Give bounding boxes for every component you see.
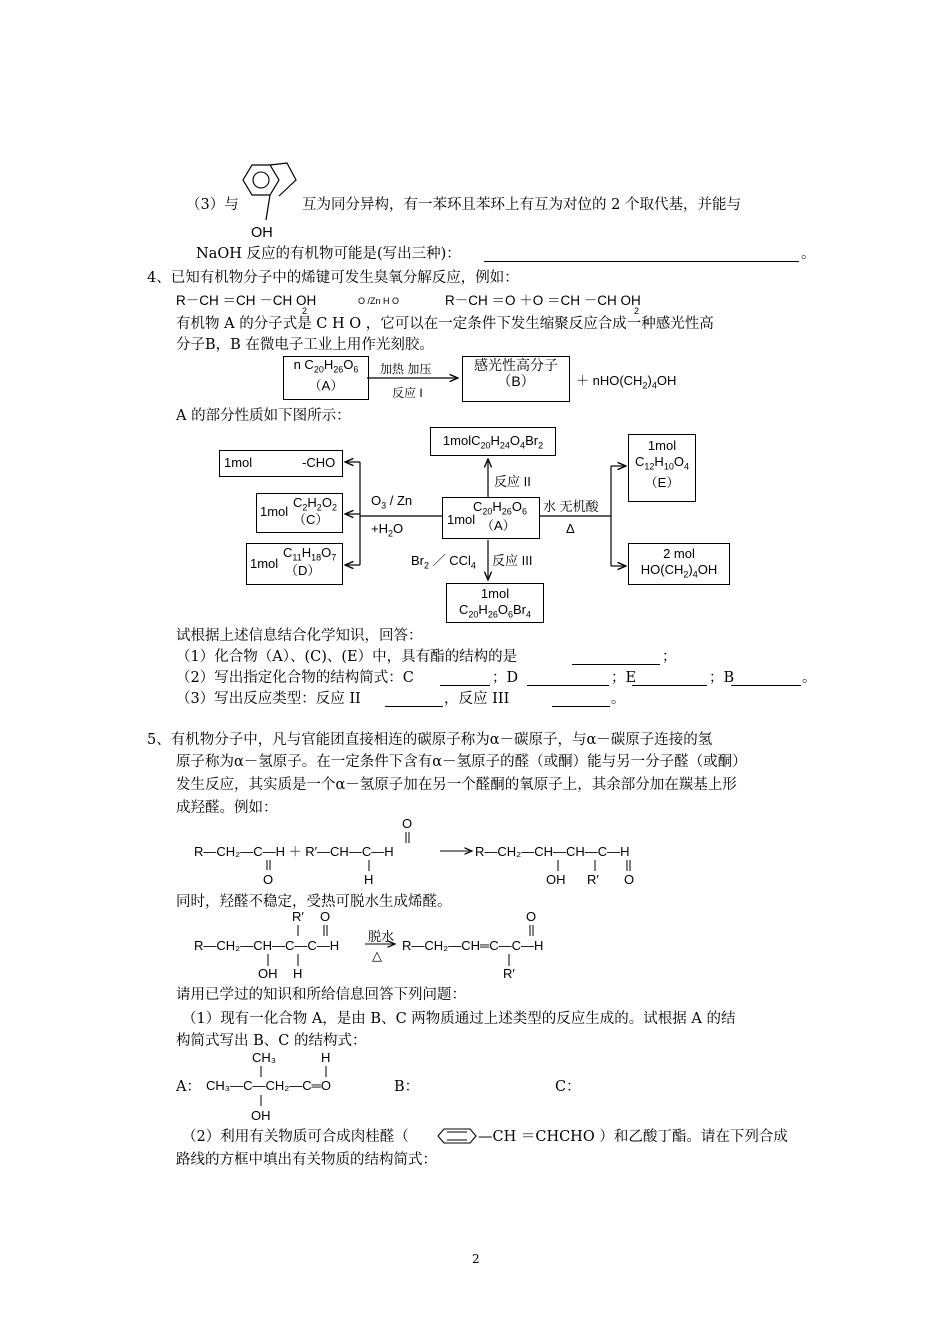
svg-text:OH: OH [258, 966, 278, 981]
svg-text:R—CH₂—CH═C—C—H: R—CH₂—CH═C—C—H [402, 938, 544, 953]
q3-text1: 互为同分异构，有一苯环且苯环上有互为对位的 2 个取代基，并能与 [302, 197, 741, 213]
svg-text:O: O [263, 872, 274, 887]
q4-a2-e: ；E [611, 670, 637, 686]
aldehyde-mol: 1mol [224, 455, 253, 470]
q4-reaction-cond: O /Zn H O [358, 296, 400, 306]
bromo-product-box [446, 583, 544, 623]
page-number: 2 [472, 1252, 480, 1266]
svg-text:H: H [293, 966, 303, 981]
polymer-b-label: （B） [497, 373, 535, 389]
q5-p4: 成羟醛。例如： [176, 800, 278, 816]
q4-reaction-right: R－CH ＝O ＋O ＝CH －CH OH [445, 293, 641, 308]
compound-d-mol: 1mol [250, 556, 279, 571]
q3-label: （3）与 [186, 197, 239, 213]
scheme1-arrow-top: 加热 加压 [380, 362, 432, 376]
q3-end: 。 [801, 246, 816, 262]
aldehyde-product-box [219, 450, 343, 477]
bromo-mol: 1mol [480, 586, 510, 601]
svg-text:R′: R′ [503, 966, 515, 981]
q4-a1-end: ； [662, 649, 677, 665]
svg-text:O: O [320, 909, 331, 924]
compound-e-mol: 1mol [647, 438, 677, 453]
arrow-down-left-label: $Br_2$ ／ CCl$_4$ [411, 553, 476, 571]
svg-text:R′: R′ [587, 872, 599, 887]
q5-ask: 请用已学过的知识和所给信息回答下列问题： [176, 987, 466, 1003]
compound-e-box [628, 434, 696, 502]
svg-text:CH₃—C—CH₂—C═O: CH₃—C—CH₂—C═O [206, 1078, 331, 1093]
q4-a3: （3）写出反应类型：反应 II [176, 691, 361, 707]
q4-a2-d-blank[interactable] [527, 671, 609, 686]
svg-text:脱水: 脱水 [368, 929, 395, 944]
center-a-formula: $C_{20}H_{26}O_6$ [473, 499, 527, 517]
q3-oh: OH [251, 225, 273, 241]
center-compound-a-box [442, 497, 540, 539]
q5-mid: 同时，羟醛不稳定，受热可脱水生成烯醛。 [176, 894, 452, 910]
compound-a-box [283, 356, 369, 400]
diol-product-box [628, 543, 730, 585]
svg-text:R′: R′ [292, 909, 304, 924]
arrow-left-top-label: $O_3$ / Zn [371, 493, 413, 511]
compound-d-box [246, 543, 343, 585]
top-product-box: $1molC_{20}H_{24}O_4Br_2$ [430, 427, 556, 456]
polymer-b-box [462, 356, 570, 402]
center-a-label: （A） [481, 518, 516, 533]
svg-text:OH: OH [251, 1108, 271, 1123]
q4-a1-blank[interactable] [572, 650, 660, 665]
q4-reaction-left: R－CH ＝CH －CH OH [176, 293, 317, 308]
q5-s1b: 构简式写出 B、C 的结构式： [176, 1033, 367, 1049]
svg-text:H: H [364, 872, 374, 887]
compound-c-label: （C） [293, 512, 329, 527]
svg-text:H: H [321, 1050, 331, 1065]
compound-a-formula: n $C_{20}H_{26}O_6$ [293, 357, 359, 375]
svg-text:O: O [526, 909, 537, 924]
q4-a2-b-blank[interactable] [731, 671, 801, 686]
bromo-formula: $C_{20}H_{26}O_6Br_4$ [459, 602, 531, 620]
q3-answer-blank[interactable] [484, 247, 799, 262]
q4-line2: 有机物 A 的分子式是 C H O ，它可以在一定条件下发生缩聚反应合成一种感光性高 [176, 316, 714, 332]
arrow-left-bottom-label: $+H_2O$ [371, 521, 404, 539]
compound-c-mol: 1mol [260, 504, 289, 519]
svg-text:△: △ [372, 948, 382, 963]
svg-text:R—CH₂—CH—C—C—H: R—CH₂—CH—C—C—H [194, 938, 340, 953]
q4-line3: 分子B，B 在微电子工业上用作光刻胶。 [176, 337, 434, 353]
q4-a2-c-blank[interactable] [440, 671, 490, 686]
compound-a-label: （A） [308, 377, 344, 393]
svg-text:R—CH₂—C—H ＋ R′—CH—C—H: R—CH₂—C—H ＋ R′—CH—C—H [194, 844, 394, 859]
q4-a2-d: ；D [492, 670, 519, 686]
compound-d-formula: $C_{11}H_{18}O_7$ [283, 545, 337, 563]
svg-text:O: O [402, 816, 413, 831]
q4-a2-b: ；B [709, 670, 735, 686]
compound-c-formula: $C_2H_2O_2$ [293, 495, 337, 513]
q4-property-line: A 的部分性质如下图所示： [176, 408, 351, 424]
svg-text:CH₃: CH₃ [252, 1050, 277, 1065]
q5-s2a-2: —CH ＝CHCHO ）和乙酸丁酯。请在下列合成 [478, 1129, 788, 1145]
q4-ask: 试根据上述信息结合化学知识，回答： [176, 628, 423, 644]
diol-formula: $HO(CH_2)_4OH$ [640, 562, 718, 580]
scheme1-byproduct: ＋ $nHO(CH_2)_4OH$ [576, 373, 677, 391]
q4-reaction-left-sub: 2 [302, 306, 308, 316]
q5-s2b: 路线的方框中填出有关物质的结构简式： [176, 1152, 437, 1168]
q5-s2a-1: （2）利用有关物质可合成肉桂醛（ [182, 1129, 409, 1145]
q4-reaction-right-sub: 2 [634, 306, 640, 316]
svg-text:O: O [624, 872, 635, 887]
arrow-down-right-label: 反应 III [492, 553, 533, 568]
q4-a3-ii-blank[interactable] [385, 692, 443, 707]
q5-a-label: A： [176, 1079, 201, 1095]
q5-p3: 发生反应，其实质是一个α－氢原子加在另一个醛酮的氧原子上，其余部分加在羰基上形 [176, 777, 737, 793]
q5-c-label: C： [555, 1079, 581, 1095]
arrow-right-bottom-label: Δ [566, 521, 575, 536]
arrow-right-top-label: 水 无机酸 [543, 499, 599, 514]
q5-s1a: （1）现有一化合物 A，是由 B、C 两物质通过上述类型的反应生成的。试根据 A 的结 [182, 1011, 736, 1027]
polymer-b-name: 感光性高分子 [474, 357, 558, 373]
q4-a2: （2）写出指定化合物的结构简式：C [176, 670, 414, 686]
compound-d-label: （D） [285, 563, 321, 578]
q4-a2-end: 。 [802, 670, 817, 686]
q5-b-label: B： [394, 1079, 420, 1095]
aldehyde-tail: -CHO [302, 455, 336, 470]
svg-text:OH: OH [546, 872, 566, 887]
q4-intro: 4、已知有机物分子中的烯键可发生臭氧分解反应，例如： [147, 270, 519, 286]
scheme1-arrow-bottom: 反应 I [392, 386, 423, 400]
arrow-up-label: 反应 II [494, 474, 531, 489]
q4-a3-iii-blank[interactable] [552, 692, 610, 707]
q4-a3-end: 。 [611, 691, 626, 707]
center-a-mol: 1mol [447, 512, 476, 527]
compound-c-box [256, 493, 343, 533]
q4-a1: （1）化合物（A）、(C)、(E）中，具有酯的结构的是 [176, 649, 518, 665]
q5-p2: 原子称为α－氢原子。在一定条件下含有α－氢原子的醛（或酮）能与另一分子醛（或酮） [176, 754, 747, 770]
svg-text:R—CH₂—CH—CH—C—H: R—CH₂—CH—CH—C—H [475, 844, 630, 859]
compound-e-label: （E） [644, 474, 680, 490]
q4-a2-e-blank[interactable] [632, 671, 707, 686]
q5-p1: 5、有机物分子中，凡与官能团直接相连的碳原子称为α－碳原子，与α－碳原子连接的氢 [147, 732, 713, 748]
q4-a3-mid: ，反应 III [444, 691, 510, 707]
q3-text2: NaOH 反应的有机物可能是(写出三种)： [196, 246, 461, 262]
compound-e-formula: $C_{12}H_{10}O_4$ [635, 454, 689, 472]
diol-mol: 2 mol [663, 546, 695, 561]
